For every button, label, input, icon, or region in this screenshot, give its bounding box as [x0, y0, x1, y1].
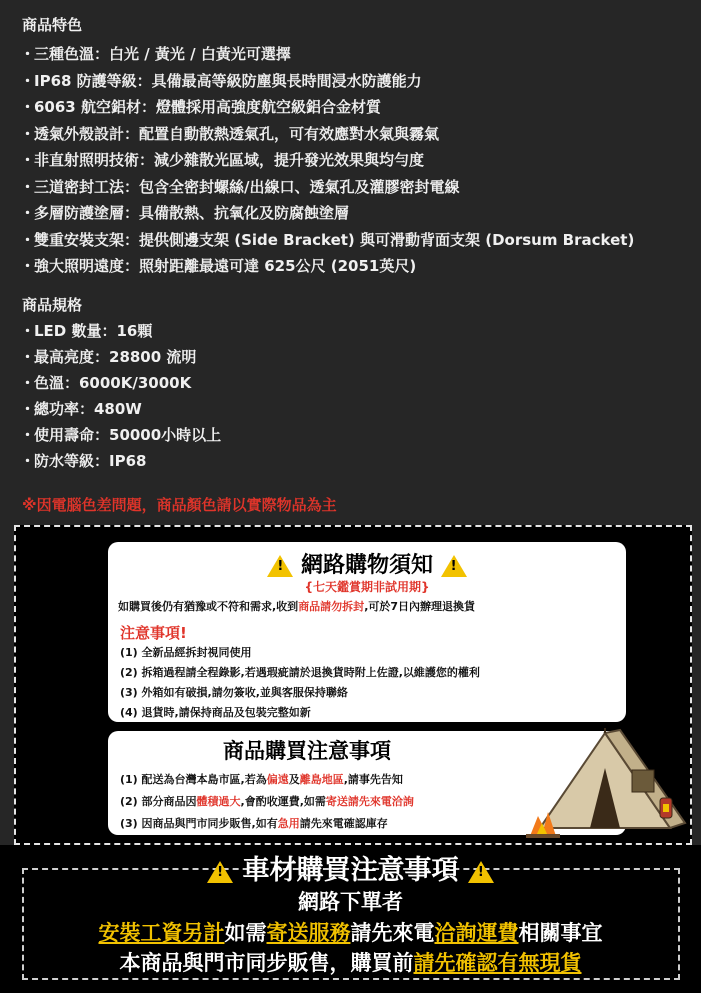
color-disclaimer: ※因電腦色差問題，商品顏色請以實際物品為主 — [22, 496, 337, 514]
purchase-item: (3) 因商品與門市同步販售,如有急用請先來電確認庫存 — [120, 817, 388, 830]
warning-icon: ! — [468, 861, 494, 883]
online-notice-intro: 如購買後仍有猶豫或不符和需求,收到商品請勿拆封,可於7日內辦理退換貨 — [118, 600, 476, 613]
features-item: ・IP68 防護等級：具備最高等級防塵與長時間浸水防護能力 — [20, 71, 422, 90]
notice-item: (4) 退貨時,請保持商品及包裝完整如新 — [120, 706, 311, 719]
features-item: ・三道密封工法：包含全密封螺絲/出線口、透氣孔及灌膠密封電線 — [20, 177, 460, 196]
specs-item: ・LED 數量：16顆 — [20, 322, 153, 340]
online-notice-subtitle: {七天鑑賞期非試用期} — [304, 580, 430, 594]
car-notice-title: 車材購買注意事項 — [242, 855, 459, 886]
features-item: ・雙重安裝支架：提供側邊支架 (Side Bracket) 與可滑動背面支架 (Dorsum Bracket) — [20, 230, 635, 249]
online-notice-heading — [108, 548, 626, 579]
notice-item: (3) 外箱如有破損,請勿簽收,並與客服保持聯絡 — [120, 686, 348, 699]
car-notice-line: 網路下單者 — [298, 890, 403, 914]
purchase-notice-title: 商品購買注意事項 — [223, 739, 391, 763]
caution-label: 注意事項! — [120, 624, 187, 642]
specs-item: ・總功率：480W — [20, 400, 142, 418]
features-title: 商品特色 — [22, 16, 83, 34]
features-item: ・多層防護塗層：具備散熱、抗氧化及防腐蝕塗層 — [20, 204, 350, 222]
notice-item: (1) 全新品經拆封視同使用 — [120, 646, 252, 659]
car-notice-line: 本商品與門市同步販售，購買前請先確認有無現貨 — [119, 951, 582, 975]
car-notice-line: 安裝工資另計如需寄送服務請先來電洽詢運費相關事宜 — [98, 921, 603, 945]
tent-campfire-illustration — [520, 728, 690, 843]
specs-item: ・使用壽命：50000小時以上 — [20, 426, 222, 444]
purchase-item: (1) 配送為台灣本島市區,若為偏遠及離島地區,請事先告知 — [120, 773, 403, 786]
specs-title: 商品規格 — [22, 296, 83, 314]
features-item: ・非直射照明技術：減少雜散光區域，提升發光效果與均勻度 — [20, 151, 425, 169]
features-item: ・透氣外殼設計：配置自動散熱透氣孔，可有效應對水氣與霧氣 — [20, 124, 440, 143]
features-item: ・6063 航空鋁材：燈體採用高強度航空級鋁合金材質 — [20, 98, 381, 116]
specs-item: ・防水等級：IP68 — [20, 452, 147, 470]
features-item: ・強大照明遠度：照射距離最遠可達 625公尺 (2051英尺) — [20, 257, 417, 275]
notice-item: (2) 拆箱過程請全程錄影,若遇瑕疵請於退換貨時附上佐證,以維護您的權利 — [120, 666, 480, 679]
online-shopping-card — [108, 542, 626, 722]
specs-item: ・最高亮度：28800 流明 — [20, 348, 197, 366]
features-item: ・三種色溫：白光 / 黃光 / 白黃光可選擇 — [20, 45, 291, 63]
purchase-item: (2) 部分商品因體積過大,會酌收運費,如需寄送請先來電洽詢 — [120, 795, 414, 808]
online-notice-title: 網路購物須知 — [300, 553, 433, 578]
specs-item: ・色溫：6000K/3000K — [20, 374, 192, 392]
car-notice-heading — [0, 848, 701, 887]
warning-icon: ! — [441, 555, 467, 577]
warning-icon: ! — [207, 861, 233, 883]
warning-icon: ! — [267, 555, 293, 577]
